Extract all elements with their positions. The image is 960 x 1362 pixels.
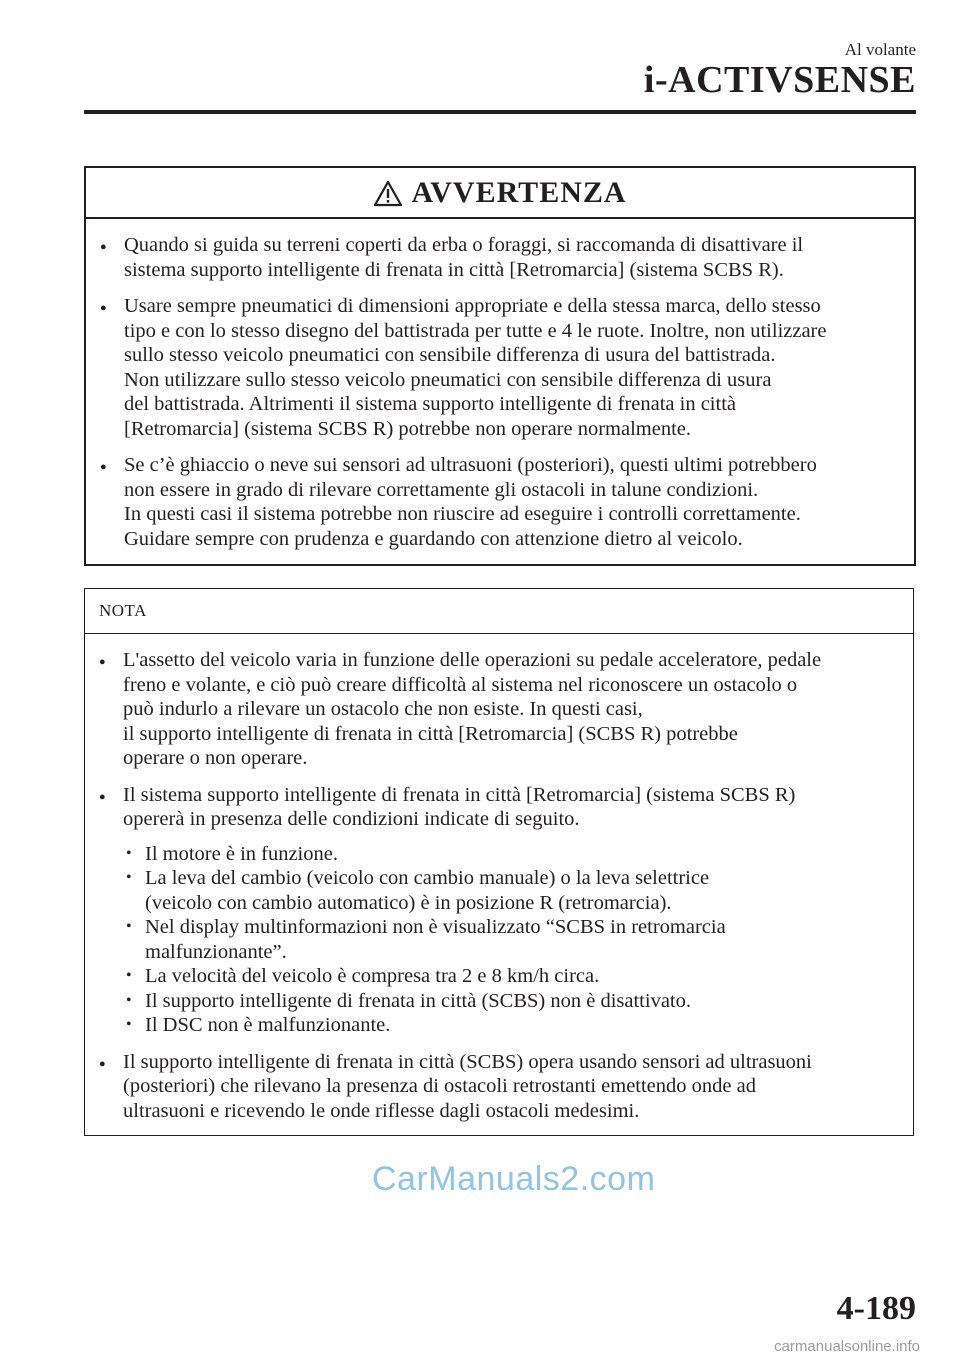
warning-header	[86, 168, 914, 219]
list-item-line: freno e volante, e ciò può creare difficoltà al sistema nel riconoscere un ostacolo o	[123, 673, 798, 696]
header-divider	[84, 110, 916, 114]
sub-list-item	[123, 866, 895, 915]
bullet-icon: ●	[99, 656, 106, 668]
list-item-line: (posteriori) che rilevano la presenza di ostacoli retrostanti emettendo onde ad	[123, 1075, 756, 1097]
page-number: 4-189	[836, 1290, 916, 1327]
list-item-line: tipo e con lo stesso disegno del battistrada per tutte e 4 le ruote. Inoltre, non utilizzare	[124, 319, 827, 342]
list-item-line: il supporto intelligente di frenata in città [Retromarcia] (SCBS R) potrebbe	[123, 722, 738, 745]
sub-list	[123, 842, 895, 1038]
list-item-line: sullo stesso veicolo pneumatici con sensibile differenza di usura del battistrada.	[124, 344, 776, 366]
sub-bullet-icon: •	[126, 869, 132, 886]
sub-list-item-line: Il DSC non è malfunzionante.	[145, 1014, 391, 1036]
sub-bullet-icon: •	[126, 918, 132, 935]
page-title: i-ACTIVSENSE	[643, 59, 916, 101]
bullet-icon: ●	[100, 302, 107, 314]
list-item-line: del battistrada. Altrimenti il sistema supporto intelligente di frenata in città	[124, 393, 736, 415]
sub-list-item-line: malfunzionante”.	[145, 940, 287, 963]
note-box	[84, 588, 914, 1136]
list-item-line: Usare sempre pneumatici di dimensioni appropriate e della stessa marca, dello stesso	[124, 295, 821, 317]
list-item-line: Se c’è ghiaccio o neve sui sensori ad ultrasuoni (posteriori), questi ultimi potrebbero	[124, 454, 817, 476]
list-item-line: Guidare sempre con prudenza e guardando con attenzione dietro al veicolo.	[124, 527, 743, 550]
list-item	[100, 233, 896, 282]
sub-bullet-icon: •	[126, 991, 132, 1009]
sub-bullet-icon: •	[126, 967, 132, 984]
note-title: NOTA	[99, 601, 147, 620]
sub-bullet-icon: •	[126, 844, 132, 862]
list-item-line: ultrasuoni e ricevendo le onde riflesse dagli ostacoli medesimi.	[123, 1099, 640, 1122]
bullet-icon: ●	[99, 790, 106, 803]
watermark: CarManuals2.com	[372, 1160, 656, 1198]
sub-list-item-line: Nel display multinformazioni non è visualizzato “SCBS in retromarcia	[145, 916, 726, 938]
sub-list-item	[123, 915, 895, 964]
sub-list-item-line: (veicolo con cambio automatico) è in posizione R (retromarcia).	[145, 891, 672, 914]
list-item	[100, 294, 896, 441]
sub-list-item-line: La velocità del veicolo è compresa tra 2 e 8 km/h circa.	[145, 965, 600, 987]
list-item-line: Il sistema supporto intelligente di frenata in città [Retromarcia] (sistema SCBS R)	[123, 783, 796, 806]
warning-triangle-icon	[373, 180, 403, 207]
list-item-line: L'assetto del veicolo varia in funzione delle operazioni su pedale acceleratore, pedale	[123, 649, 822, 671]
list-item	[99, 648, 895, 771]
bullet-icon: ●	[100, 241, 107, 253]
footer-site: carmanualsonline.info	[774, 1338, 920, 1355]
bullet-icon: ●	[99, 1057, 106, 1070]
warning-box	[84, 166, 916, 566]
note-header	[85, 589, 913, 634]
list-item-line: opererà in presenza delle condizioni indicate di seguito.	[123, 808, 580, 830]
sub-list-item-line: Il motore è in funzione.	[145, 842, 338, 865]
note-body	[85, 634, 913, 1123]
list-item	[99, 783, 895, 1038]
sub-list-item	[123, 842, 895, 867]
sub-list-item	[123, 964, 895, 989]
warning-body	[86, 219, 914, 551]
warning-title: AVVERTENZA	[411, 176, 627, 209]
list-item-line: non essere in grado di rilevare correttamente gli ostacoli in talune condizioni.	[124, 478, 759, 501]
list-item-line: Quando si guida su terreni coperti da erba o foraggi, si raccomanda di disattivare il	[124, 234, 804, 256]
sub-list-item	[123, 989, 895, 1014]
section-label: Al volante	[844, 40, 916, 59]
bullet-icon: ●	[100, 461, 107, 473]
sub-list-item	[123, 1013, 895, 1038]
list-item-line: sistema supporto intelligente di frenata in città [Retromarcia] (sistema SCBS R).	[124, 258, 784, 281]
sub-list-item-line: Il supporto intelligente di frenata in città (SCBS) non è disattivato.	[145, 989, 691, 1012]
list-item-line: [Retromarcia] (sistema SCBS R) potrebbe non operare normalmente.	[124, 417, 692, 440]
sub-list-item-line: La leva del cambio (veicolo con cambio manuale) o la leva selettrice	[145, 867, 710, 889]
sub-bullet-icon: •	[126, 1016, 132, 1033]
list-item-line: operare o non operare.	[123, 747, 308, 769]
list-item-line: Non utilizzare sullo stesso veicolo pneumatici con sensibile differenza di usura	[124, 368, 772, 391]
list-item-line: può indurlo a rilevare un ostacolo che non esiste. In questi casi,	[123, 698, 643, 720]
list-item	[99, 1050, 895, 1124]
list-item-line: In questi casi il sistema potrebbe non riuscire ad eseguire i controlli correttamente.	[124, 503, 801, 525]
list-item	[100, 453, 896, 551]
list-item-line: Il supporto intelligente di frenata in città (SCBS) opera usando sensori ad ultrasuoni	[123, 1050, 812, 1073]
